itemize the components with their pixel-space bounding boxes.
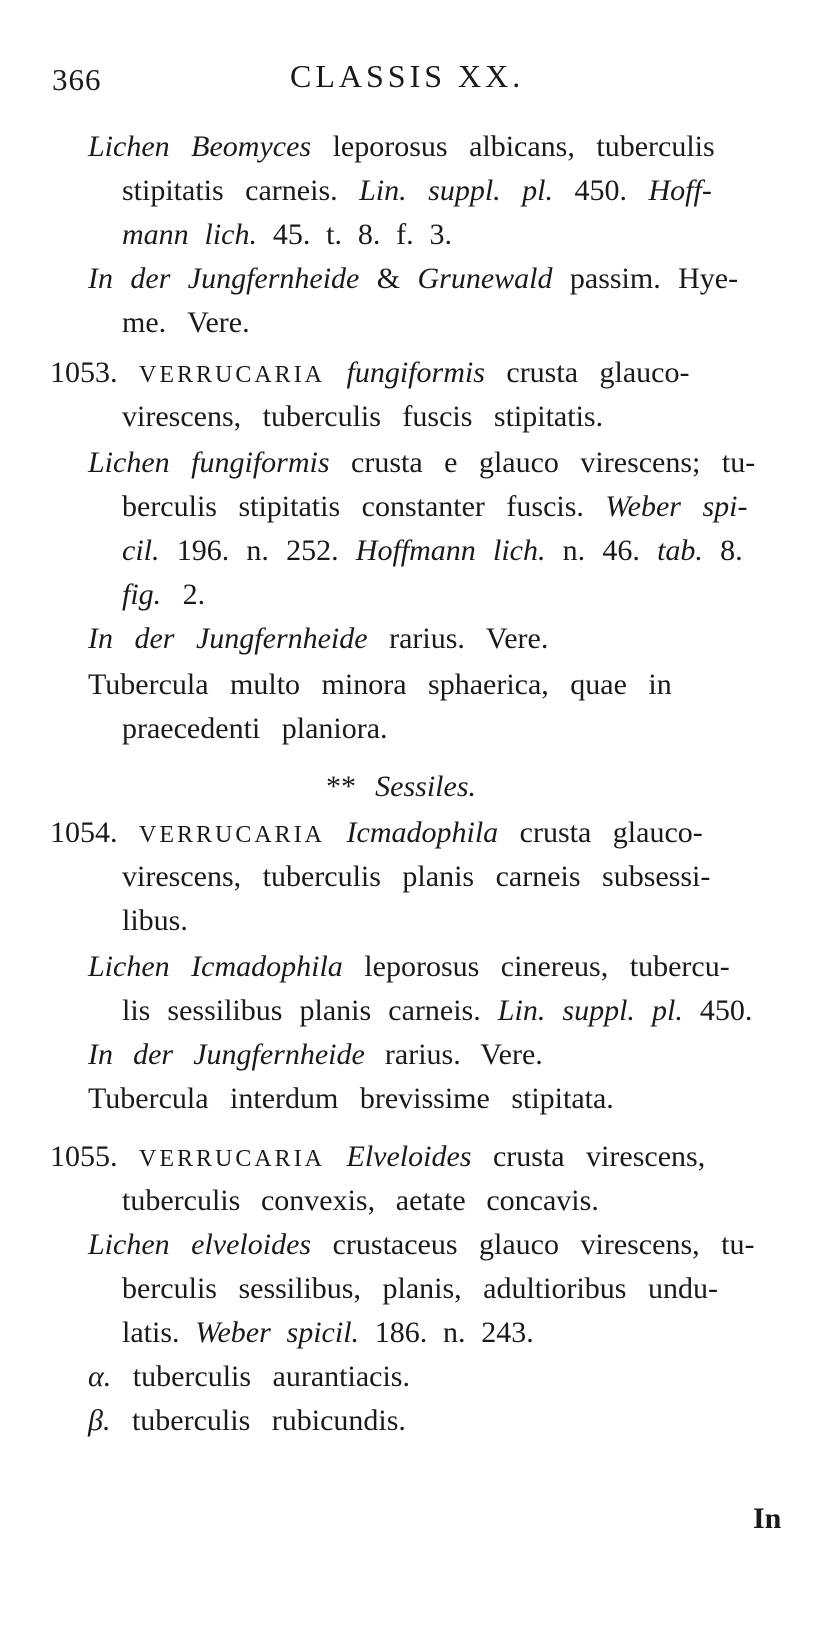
- text-line: [88, 1082, 614, 1116]
- text-segment: latis.: [122, 1316, 196, 1349]
- text-line: [88, 1404, 406, 1438]
- running-head: CLASSIS XX.: [290, 58, 525, 94]
- text-segment: Weber spicil.: [195, 1316, 360, 1349]
- text-segment: cil.: [122, 534, 160, 567]
- text-segment: VERRUCARIA: [139, 822, 326, 848]
- text-segment: fig.: [122, 578, 162, 611]
- text-segment: Lichen fungiformis: [88, 446, 330, 479]
- text-segment: Hoff-: [648, 174, 712, 207]
- text-segment: leporosus cinereus, tubercu-: [342, 950, 730, 983]
- text-line: [122, 490, 747, 524]
- text-line: [88, 1360, 410, 1394]
- text-line: [122, 306, 250, 340]
- page-header: [0, 56, 830, 106]
- text-segment: stipitatis carneis.: [122, 174, 360, 207]
- text-segment: rarius. Vere.: [364, 1038, 543, 1071]
- text-line: [88, 262, 738, 296]
- text-segment: virescens, tuberculis fuscis stipitatis.: [122, 400, 604, 433]
- text-segment: mann lich.: [122, 218, 257, 251]
- text-segment: VERRUCARIA: [139, 362, 326, 388]
- text-segment: 2.: [161, 578, 206, 611]
- text-line: [122, 400, 603, 434]
- text-segment: crusta glauco-: [498, 816, 703, 849]
- text-segment: tuberculis rubicundis.: [110, 1404, 406, 1437]
- text-line: [88, 446, 755, 480]
- text-segment: Weber spi-: [605, 490, 748, 523]
- text-segment: &: [359, 262, 418, 295]
- text-segment: Lichen Beomyces: [88, 130, 312, 163]
- text-line: [88, 668, 672, 702]
- text-segment: 196. n. 252.: [159, 534, 356, 567]
- text-segment: tab.: [657, 534, 703, 567]
- text-line: [326, 770, 476, 804]
- text-line: [122, 1316, 534, 1350]
- text-line: [88, 1038, 543, 1072]
- text-line: [122, 712, 388, 746]
- text-segment: tuberculis convexis, aetate concavis.: [122, 1184, 599, 1217]
- text-segment: Tubercula interdum brevissime stipitata.: [88, 1082, 614, 1115]
- text-segment: Icmadophila: [346, 816, 499, 849]
- text-segment: fungiformis: [346, 356, 485, 389]
- text-segment: In der Jungfernheide: [88, 622, 368, 655]
- text-line: [122, 1184, 599, 1218]
- text-line: [122, 174, 712, 208]
- text-segment: lis sessilibus planis carneis.: [122, 994, 498, 1027]
- text-segment: 1053.: [50, 356, 139, 389]
- text-segment: 186. n. 243.: [359, 1316, 534, 1349]
- text-line: [122, 218, 452, 252]
- text-segment: Lin. suppl. pl.: [359, 174, 553, 207]
- text-segment: crusta e glauco virescens; tu-: [329, 446, 756, 479]
- text-segment: Tubercula multo minora sphaerica, quae in: [88, 668, 672, 701]
- text-line: [122, 1272, 718, 1306]
- text-line: [88, 1228, 754, 1262]
- text-line: [50, 1140, 705, 1176]
- text-segment: virescens, tuberculis planis carneis subsessi-: [122, 860, 711, 893]
- text-segment: In der Jungfernheide: [88, 262, 360, 295]
- text-segment: crustaceus glauco virescens, tu-: [311, 1228, 755, 1261]
- text-segment: Hoffmann lich.: [355, 534, 546, 567]
- text-segment: Sessiles.: [375, 770, 476, 803]
- text-segment: Lichen elveloides: [88, 1228, 312, 1261]
- text-segment: Lichen Icmadophila: [88, 950, 343, 983]
- text-segment: 1055.: [50, 1140, 139, 1173]
- text-segment: n. 46.: [545, 534, 658, 567]
- text-segment: passim. Hye-: [552, 262, 739, 295]
- text-line: [88, 950, 730, 984]
- text-segment: [325, 356, 347, 389]
- text-line: [50, 356, 689, 392]
- text-segment: Elveloides: [346, 1140, 472, 1173]
- page-number: 366: [52, 62, 102, 97]
- text-segment: [325, 816, 347, 849]
- text-segment: VERRUCARIA: [139, 1146, 326, 1172]
- text-line: [50, 816, 703, 852]
- text-line: [122, 994, 752, 1028]
- text-segment: In der Jungfernheide: [88, 1038, 365, 1071]
- text-segment: Lin. suppl. pl.: [497, 994, 683, 1027]
- text-segment: crusta glauco-: [484, 356, 690, 389]
- text-segment: libus.: [122, 904, 188, 937]
- text-segment: berculis stipitatis constanter fuscis.: [122, 490, 606, 523]
- text-line: [88, 622, 548, 656]
- text-segment: [325, 1140, 347, 1173]
- text-segment: 450.: [553, 174, 649, 207]
- text-segment: 8.: [702, 534, 743, 567]
- text-segment: 1054.: [50, 816, 139, 849]
- text-segment: β.: [88, 1404, 111, 1437]
- text-segment: 45. t. 8. f. 3.: [257, 218, 453, 251]
- text-segment: Grunewald: [417, 262, 553, 295]
- text-line: [122, 860, 710, 894]
- text-segment: **: [326, 770, 376, 803]
- text-segment: tuberculis aurantiacis.: [111, 1360, 410, 1393]
- text-line: [122, 534, 743, 568]
- text-segment: leporosus albicans, tuberculis: [311, 130, 715, 163]
- text-segment: rarius. Vere.: [367, 622, 549, 655]
- text-line: [122, 904, 188, 938]
- catchword: In: [753, 1502, 782, 1535]
- text-segment: 450.: [682, 994, 753, 1027]
- text-segment: crusta virescens,: [471, 1140, 706, 1173]
- text-segment: berculis sessilibus, planis, adultioribus undu-: [122, 1272, 718, 1305]
- text-segment: praecedenti planiora.: [122, 712, 388, 745]
- text-line: [122, 578, 205, 612]
- text-line: [88, 130, 715, 164]
- text-segment: α.: [88, 1360, 112, 1393]
- text-segment: me. Vere.: [122, 306, 250, 339]
